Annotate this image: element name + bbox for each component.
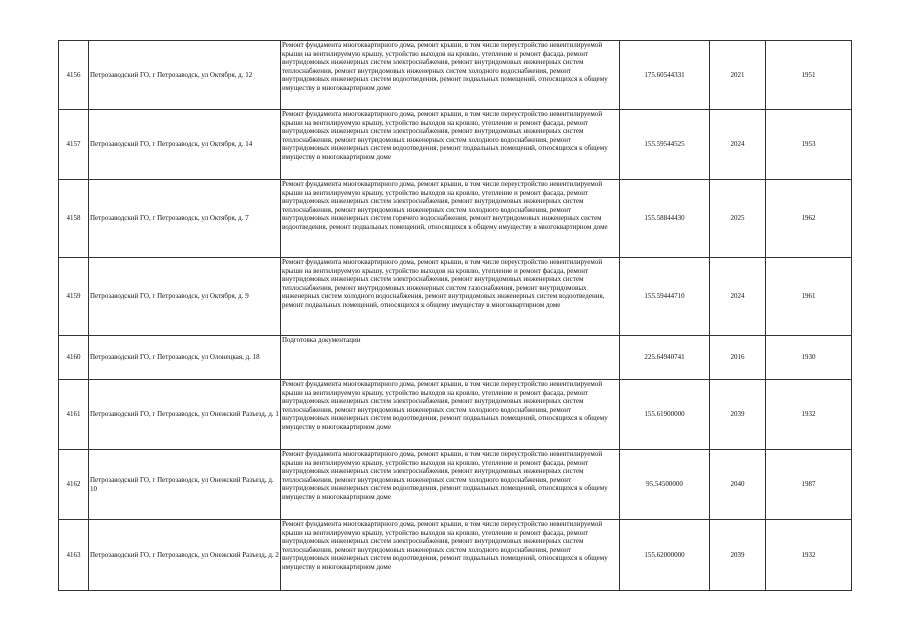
build-year-cell: 1962 (766, 180, 852, 258)
repair-registry-table (58, 40, 852, 591)
cost-cell: 155.59444710 (620, 258, 710, 336)
table-row (59, 180, 852, 258)
address-cell: Петрозаводский ГО, г Петрозаводск, ул Онежский Разъезд, д. 2 (89, 520, 281, 591)
table-row (59, 110, 852, 180)
address-cell: Петрозаводский ГО, г Петрозаводск, ул Онежский Разъезд, д. 1 (89, 380, 281, 450)
works-cell: Ремонт фундамента многоквартирного дома, ремонт крыши, в том числе переустройство невентилируемой крыши на вентилируемую крышу, устройство выходов на кровлю, утепление и ремонт фасада, ремонт внутридомовых инженерных систем электроснабжения, ремонт внутридомовых инженерных систем теплоснабжения, ремонт внутридомовых инженерных систем холодного водоснабжения, ремонт внутридомовых инженерных систем водоотведения, ремонт подвальных помещений, относящихся к общему имуществу в многоквартирном доме (281, 110, 620, 180)
table-row (59, 520, 852, 591)
works-cell: Подготовка документации (281, 336, 620, 380)
table-row (59, 41, 852, 110)
row-number: 4158 (59, 180, 89, 258)
address-cell: Петрозаводский ГО, г Петрозаводск, ул Октября, д. 7 (89, 180, 281, 258)
build-year-cell: 1930 (766, 336, 852, 380)
address-cell: Петрозаводский ГО, г Петрозаводск, ул Октября, д. 12 (89, 41, 281, 110)
row-number: 4159 (59, 258, 89, 336)
planned-year-cell: 2039 (710, 380, 766, 450)
document-page (58, 40, 852, 591)
build-year-cell: 1987 (766, 450, 852, 520)
planned-year-cell: 2016 (710, 336, 766, 380)
works-cell: Ремонт фундамента многоквартирного дома, ремонт крыши, в том числе переустройство невентилируемой крыши на вентилируемую крышу, устройство выходов на кровлю, утепление и ремонт фасада, ремонт внутридомовых инженерных систем электроснабжения, ремонт внутридомовых инженерных систем теплоснабжения, ремонт внутридомовых инженерных систем холодного водоснабжения, ремонт внутридомовых инженерных систем водоотведения, ремонт подвальных помещений, относящихся к общему имуществу в многоквартирном доме (281, 520, 620, 591)
table-row (59, 336, 852, 380)
planned-year-cell: 2039 (710, 520, 766, 591)
table-row (59, 380, 852, 450)
address-cell: Петрозаводский ГО, г Петрозаводск, ул Октября, д. 9 (89, 258, 281, 336)
row-number: 4162 (59, 450, 89, 520)
build-year-cell: 1932 (766, 380, 852, 450)
cost-cell: 225.64940741 (620, 336, 710, 380)
address-cell: Петрозаводский ГО, г Петрозаводск, ул Онежский Разъезд, д. 10 (89, 450, 281, 520)
table-row (59, 450, 852, 520)
cost-cell: 175.60544331 (620, 41, 710, 110)
build-year-cell: 1932 (766, 520, 852, 591)
address-cell: Петрозаводский ГО, г Петрозаводск, ул Олонецкая, д. 18 (89, 336, 281, 380)
works-cell: Ремонт фундамента многоквартирного дома, ремонт крыши, в том числе переустройство невентилируемой крыши на вентилируемую крышу, устройство выходов на кровлю, утепление и ремонт фасада, ремонт внутридомовых инженерных систем электроснабжения, ремонт внутридомовых инженерных систем теплоснабжения, ремонт внутридомовых инженерных систем холодного водоснабжения, ремонт внутридомовых инженерных систем водоотведения, ремонт подвальных помещений, относящихся к общему имуществу в многоквартирном доме (281, 450, 620, 520)
works-cell: Ремонт фундамента многоквартирного дома, ремонт крыши, в том числе переустройство невентилируемой крыши на вентилируемую крышу, устройство выходов на кровлю, утепление и ремонт фасада, ремонт внутридомовых инженерных систем электроснабжения, ремонт внутридомовых инженерных систем теплоснабжения, ремонт внутридомовых инженерных систем холодного водоснабжения, ремонт внутридомовых инженерных систем водоотведения, ремонт подвальных помещений, относящихся к общему имуществу в многоквартирном доме (281, 380, 620, 450)
cost-cell: 95.54500000 (620, 450, 710, 520)
table-row (59, 258, 852, 336)
row-number: 4156 (59, 41, 89, 110)
planned-year-cell: 2025 (710, 180, 766, 258)
works-cell: Ремонт фундамента многоквартирного дома, ремонт крыши, в том числе переустройство невентилируемой крыши на вентилируемую крышу, устройство выходов на кровлю, утепление и ремонт фасада, ремонт внутридомовых инженерных систем электроснабжения, ремонт внутридомовых инженерных систем теплоснабжения, ремонт внутридомовых инженерных систем газоснабжения, ремонт внутридомовых инженерных систем холодного водоснабжения, ремонт внутридомовых инженерных систем водоотведения, ремонт подвальных помещений, относящихся к общему имуществу в многоквартирном доме (281, 258, 620, 336)
cost-cell: 155.61900000 (620, 380, 710, 450)
address-cell: Петрозаводский ГО, г Петрозаводск, ул Октября, д. 14 (89, 110, 281, 180)
build-year-cell: 1953 (766, 110, 852, 180)
build-year-cell: 1951 (766, 41, 852, 110)
planned-year-cell: 2024 (710, 110, 766, 180)
row-number: 4160 (59, 336, 89, 380)
row-number: 4157 (59, 110, 89, 180)
planned-year-cell: 2024 (710, 258, 766, 336)
row-number: 4163 (59, 520, 89, 591)
cost-cell: 155.59544525 (620, 110, 710, 180)
works-cell: Ремонт фундамента многоквартирного дома, ремонт крыши, в том числе переустройство невентилируемой крыши на вентилируемую крышу, устройство выходов на кровлю, утепление и ремонт фасада, ремонт внутридомовых инженерных систем электроснабжения, ремонт внутридомовых инженерных систем теплоснабжения, ремонт внутридомовых инженерных систем холодного водоснабжения, ремонт внутридомовых инженерных систем горячего водоснабжения, ремонт внутридомовых инженерных систем водоотведения, ремонт подвальных помещений, относящихся к общему имуществу в многоквартирном доме (281, 180, 620, 258)
planned-year-cell: 2021 (710, 41, 766, 110)
planned-year-cell: 2040 (710, 450, 766, 520)
cost-cell: 155.62000000 (620, 520, 710, 591)
build-year-cell: 1961 (766, 258, 852, 336)
works-cell: Ремонт фундамента многоквартирного дома, ремонт крыши, в том числе переустройство невентилируемой крыши на вентилируемую крышу, устройство выходов на кровлю, утепление и ремонт фасада, ремонт внутридомовых инженерных систем электроснабжения, ремонт внутридомовых инженерных систем теплоснабжения, ремонт внутридомовых инженерных систем холодного водоснабжения, ремонт внутридомовых инженерных систем водоотведения, ремонт подвальных помещений, относящихся к общему имуществу в многоквартирном доме (281, 41, 620, 110)
cost-cell: 155.58844430 (620, 180, 710, 258)
row-number: 4161 (59, 380, 89, 450)
